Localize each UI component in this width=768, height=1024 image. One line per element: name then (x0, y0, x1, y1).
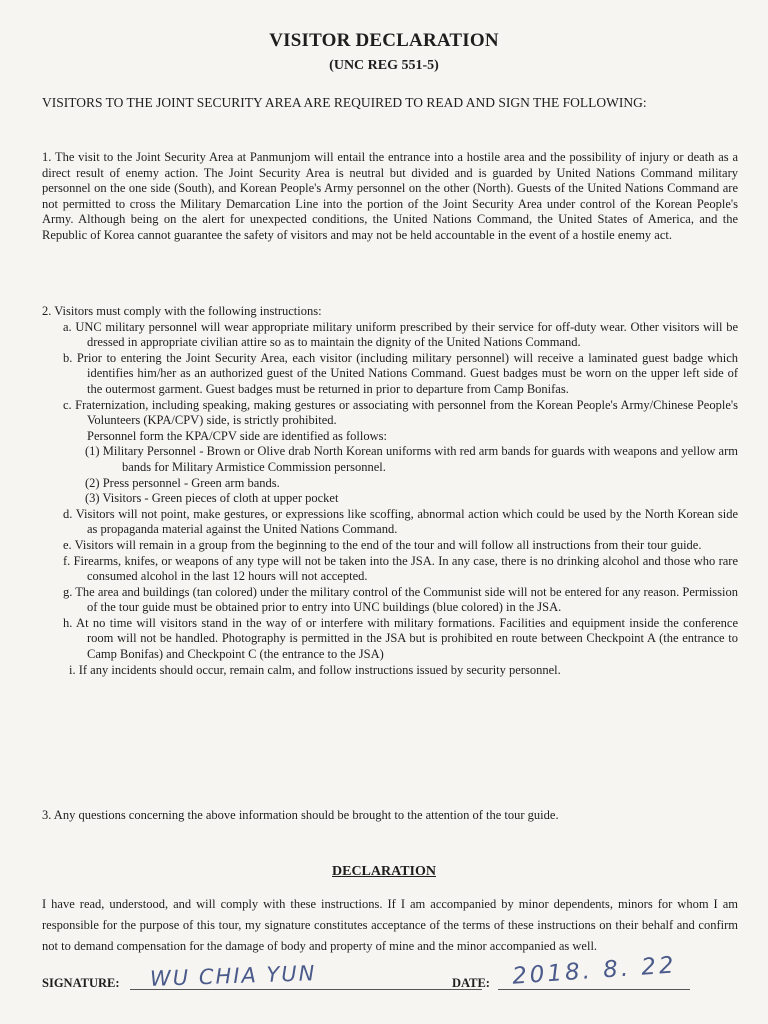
instruction-h: h. At no time will visitors stand in the way of or interfere with military formations. Facilities and equipment inside the conference room will not be handled. Photography is permitted in the JSA but is prohibited en route between Checkpoint A (the entrance to Camp Bonifas) and Checkpoint C (the entrance to the JSA) (63, 615, 738, 662)
handwritten-signature: WU CHIA YUN (149, 961, 317, 991)
section-1-text: 1. The visit to the Joint Security Area at Panmunjom will entail the entrance into a hostile area and the possibility of injury or death as a direct result of enemy action. The Joint Security Area is neutral but divided and is guarded by United Nations Command military personnel on the one side (South), and Korean People's Army personnel on the other (North). Guests of the United Nations Command are not permitted to cross the Military Demarcation Line into the portion of the Joint Security Area under control of the Korean People's Army. Although being on the alert for unexpected conditions, the United Nations Command, the United States of America, and the Republic of Korea cannot guarantee the safety of visitors and may not be held accountable in the event of a hostile enemy act. (42, 150, 738, 242)
signature-label: SIGNATURE: (42, 976, 120, 990)
section-2 (42, 304, 738, 678)
date-label: DATE: (452, 976, 490, 990)
declaration-text: I have read, understood, and will comply with these instructions. If I am accompanied by minor dependents, minors for whom I am responsible for the purpose of this tour, my signature constitutes acceptance of the terms of these instructions on their behalf and confirm not to demand compensation for the damage of body and property of mine and the minor accompanied as well. (42, 897, 738, 953)
instruction-i: i. If any incidents should occur, remain calm, and follow instructions issued by security personnel. (69, 662, 561, 677)
instruction-d: d. Visitors will not point, make gestures, or expressions like scoffing, abnormal action which could be used by the North Korean side as propaganda material against the United Nations Command. (63, 506, 738, 537)
declaration-title: DECLARATION (332, 864, 436, 879)
document-subtitle: (UNC REG 551-5) (329, 58, 439, 73)
instruction-c-3: (3) Visitors - Green pieces of cloth at upper pocket (85, 491, 339, 506)
handwritten-date: 2018. 8. 22 (511, 952, 678, 990)
section-3-text: 3. Any questions concerning the above information should be brought to the attention of the tour guide. (42, 808, 559, 822)
intro-text: VISITORS TO THE JOINT SECURITY AREA ARE REQUIRED TO READ AND SIGN THE FOLLOWING: (42, 95, 647, 110)
section-3 (42, 808, 738, 824)
instruction-c-1: (1) Military Personnel - Brown or Olive drab North Korean uniforms with red arm bands for guards with weapons and yellow arm bands for Military Armistice Commission personnel. (85, 444, 738, 474)
instruction-c: c. Fraternization, including speaking, making gestures or associating with personnel from the Korean People's Army/Chinese People's Volunteers (KPA/CPV) side, is strictly prohibited. (63, 397, 738, 428)
instruction-c-continued: Personnel form the KPA/CPV side are identified as follows: (87, 428, 387, 443)
date-line[interactable] (498, 989, 690, 990)
instruction-e: e. Visitors will remain in a group from the beginning to the end of the tour and will follow all instructions from their tour guide. (63, 537, 702, 552)
section-1 (42, 150, 738, 244)
instruction-g: g. The area and buildings (tan colored) under the military control of the Communist side will not be entered for any reason. Permission of the tour guide must be obtained prior to entry into UNC buildings (blue colored) in the JSA. (63, 584, 738, 615)
document-title: VISITOR DECLARATION (269, 30, 499, 51)
instruction-f: f. Firearms, knifes, or weapons of any type will not be taken into the JSA. In any case, there is no drinking alcohol and those who rare consumed alcohol in the last 12 hours will not accepted. (63, 553, 738, 584)
instruction-a: a. UNC military personnel will wear appropriate military uniform prescribed by their service for off-duty wear. Other visitors will be dressed in appropriate civilian attire so as to maintain the dignity of the United Nations Command. (63, 319, 738, 350)
signature-row (42, 952, 702, 998)
instruction-c-2: (2) Press personnel - Green arm bands. (85, 475, 280, 490)
instruction-b: b. Prior to entering the Joint Security Area, each visitor (including military personnel) will receive a laminated guest badge which identifies him/her as an authorized guest of the United Nations Command. Guest badges must be worn on the upper left side of the outermost garment. Guest badges must be returned in prior to departure from Camp Bonifas. (63, 350, 738, 396)
section-2-heading: 2. Visitors must comply with the following instructions: (42, 304, 322, 318)
